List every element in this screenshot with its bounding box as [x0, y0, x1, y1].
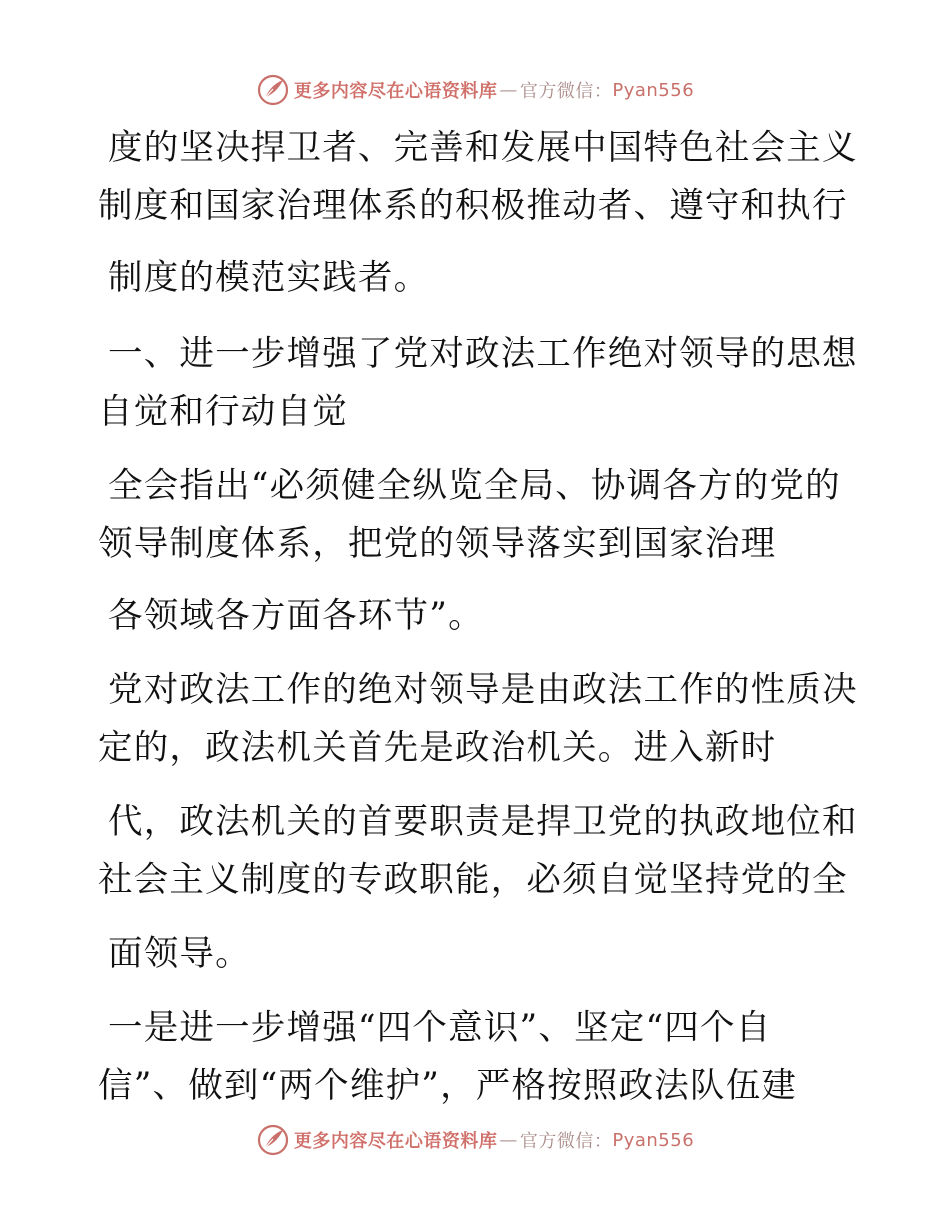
body-line: 度的坚决捍卫者、完善和发展中国特色社会主义	[108, 128, 858, 168]
header-watermark	[0, 70, 950, 110]
body-line: 定的，政法机关首先是政治机关。进入新时	[98, 728, 777, 768]
body-line: 社会主义制度的专政职能，必须自觉坚持党的全	[98, 860, 848, 900]
body-line: 一是进一步增强“四个意识”、坚定“四个自	[108, 1008, 772, 1048]
body-line: 全会指出“必须健全纵览全局、协调各方的党的	[108, 466, 841, 506]
feather-pen-icon	[256, 73, 290, 107]
watermark-wechat-id: Pyan556	[612, 79, 695, 101]
body-line: 各领域各方面各环节”。	[108, 596, 484, 636]
body-line: 领导制度体系，把党的领导落实到国家治理	[98, 524, 777, 564]
section-heading-cont: 自觉和行动自觉	[98, 392, 348, 432]
feather-pen-icon	[256, 1123, 290, 1157]
body-line: 信”、做到“两个维护”，严格按照政法队伍建	[98, 1066, 798, 1106]
body-line: 代，政法机关的首要职责是捍卫党的执政地位和	[108, 802, 858, 842]
watermark-dash: —	[499, 79, 518, 101]
body-line: 制度的模范实践者。	[108, 258, 430, 298]
body-line: 面领导。	[108, 934, 251, 974]
section-heading: 一、进一步增强了党对政法工作绝对领导的思想	[108, 334, 858, 374]
watermark-wechat-id: Pyan556	[612, 1129, 695, 1151]
watermark-wechat-label: 官方微信：	[519, 1131, 613, 1152]
body-line: 党对政法工作的绝对领导是由政法工作的性质决	[108, 670, 858, 710]
watermark-brand: 更多内容尽在心语资料库	[293, 81, 498, 102]
watermark-brand: 更多内容尽在心语资料库	[293, 1131, 498, 1152]
footer-watermark	[0, 1120, 950, 1160]
watermark-dash: —	[499, 1129, 518, 1151]
watermark-wechat-label: 官方微信：	[519, 81, 613, 102]
body-line: 制度和国家治理体系的积极推动者、遵守和执行	[98, 186, 848, 226]
